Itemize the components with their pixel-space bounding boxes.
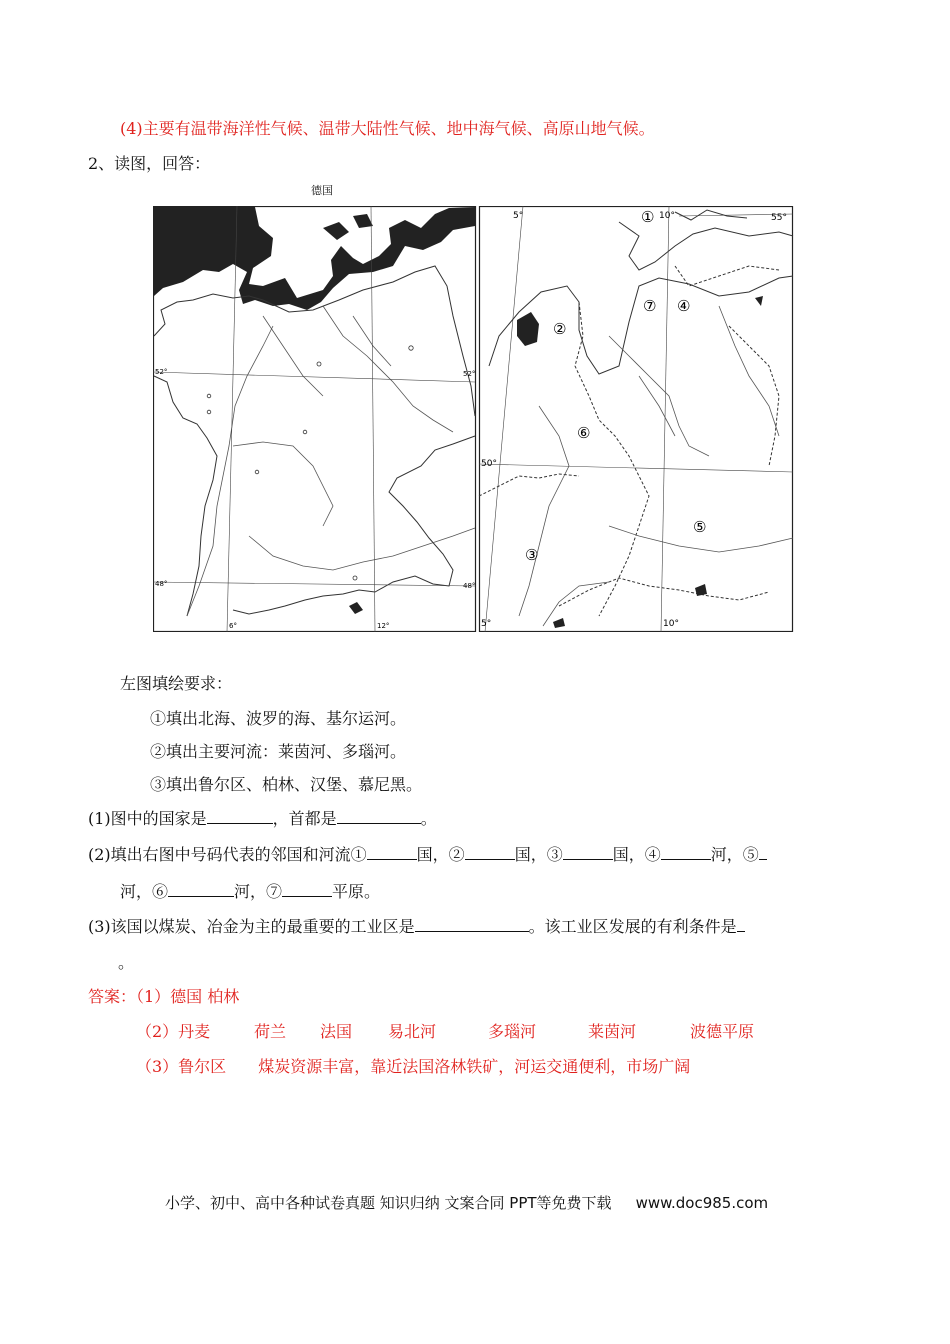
marker-5: ⑤ <box>693 518 707 536</box>
question-3-end: 。 <box>118 953 135 972</box>
q2-text-a: (2)填出右图中号码代表的邻国和河流① <box>88 845 367 864</box>
q2-text-c: 国，③ <box>514 845 563 864</box>
answer-blank[interactable] <box>759 843 767 860</box>
question-2-line-1 <box>88 843 767 866</box>
previous-answer: (4)主要有温带海洋性气候、温带大陆性气候、地中海气候、高原山地气候。 <box>120 119 655 138</box>
answer-blank[interactable] <box>465 843 515 860</box>
left-lon-12-label: 12° <box>377 622 390 630</box>
answer-item: 波德平原 <box>690 1022 755 1041</box>
q1-text-b: ，首都是 <box>272 809 337 828</box>
q2-text-d: 国，④ <box>612 845 661 864</box>
instruction-item: ③填出鲁尔区、柏林、汉堡、慕尼黑。 <box>150 775 423 794</box>
q2-text-e: 河，⑤ <box>710 845 759 864</box>
answer-blank[interactable] <box>207 807 273 824</box>
q1-text-c: 。 <box>420 809 437 828</box>
right-map <box>479 206 793 632</box>
marker-6: ⑥ <box>577 424 591 442</box>
left-lat-52-label-right: 52° <box>463 370 476 378</box>
right-lon-10-top: 10° <box>659 211 675 221</box>
answer-item: 易北河 <box>388 1022 437 1041</box>
left-lat-48-label: 48° <box>155 580 168 588</box>
marker-7: ⑦ <box>643 297 657 315</box>
question-2-intro: 2、读图，回答： <box>88 154 211 173</box>
q1-text-a: (1)图中的国家是 <box>88 809 207 828</box>
left-lon-6-label: 6° <box>229 622 237 630</box>
marker-1: ① <box>641 208 655 226</box>
q2-text-g: 河，⑦ <box>234 882 283 901</box>
answer-blank[interactable] <box>563 843 613 860</box>
answer-blank[interactable] <box>737 915 745 932</box>
answer-line-1: 答案：（1）德国 柏林 <box>88 987 240 1006</box>
right-lat-55: 55° <box>771 213 787 223</box>
answer-item: 法国 <box>320 1022 353 1041</box>
answer-item: 煤炭资源丰富，靠近法国洛林铁矿，河运交通便利，市场广阔 <box>258 1057 691 1076</box>
left-map <box>153 206 476 632</box>
answer-item: 荷兰 <box>254 1022 287 1041</box>
footer <box>165 1192 768 1213</box>
footer-text: 小学、初中、高中各种试卷真题 知识归纳 文案合同 PPT等免费下载 <box>165 1194 612 1212</box>
right-lat-50: 50° <box>481 459 497 469</box>
marker-3: ③ <box>525 546 539 564</box>
answer-blank[interactable] <box>282 880 332 897</box>
answer-blank[interactable] <box>367 843 417 860</box>
left-map-title: 德国 <box>311 184 333 197</box>
right-lon-10-bottom: 10° <box>663 619 679 629</box>
q2-text-h: 平原。 <box>332 882 381 901</box>
left-lat-52-label: 52° <box>155 368 168 376</box>
answer-item: （3）鲁尔区 <box>136 1057 227 1076</box>
left-lat-48-label-right: 48° <box>463 582 476 590</box>
question-2-line-2 <box>120 880 380 903</box>
answer-blank[interactable] <box>661 843 711 860</box>
instruction-item: ②填出主要河流：莱茵河、多瑙河。 <box>150 742 407 761</box>
germany-maps <box>153 206 794 632</box>
answer-item: （2）丹麦 <box>136 1022 211 1041</box>
q3-text-a: (3)该国以煤炭、冶金为主的最重要的工业区是 <box>88 917 415 936</box>
answer-blank[interactable] <box>415 915 529 932</box>
question-1 <box>88 807 437 830</box>
instruction-item: ①填出北海、波罗的海、基尔运河。 <box>150 709 407 728</box>
answer-item: 多瑙河 <box>488 1022 537 1041</box>
marker-4: ④ <box>677 297 691 315</box>
answer-blank[interactable] <box>168 880 234 897</box>
answer-line-3 <box>136 1056 690 1078</box>
q2-text-f: 河，⑥ <box>120 882 169 901</box>
right-lon-5-bottom: 5° <box>481 619 492 629</box>
right-lon-5-top: 5° <box>513 211 524 221</box>
answer-blank[interactable] <box>337 807 421 824</box>
question-3 <box>88 915 745 938</box>
q3-text-b: 。该工业区发展的有利条件是 <box>528 917 737 936</box>
instructions-title: 左图填绘要求： <box>120 674 233 693</box>
q2-text-b: 国，② <box>416 845 465 864</box>
answer-item: 莱茵河 <box>588 1022 637 1041</box>
marker-2: ② <box>553 320 567 338</box>
footer-url[interactable]: www.doc985.com <box>635 1194 769 1212</box>
